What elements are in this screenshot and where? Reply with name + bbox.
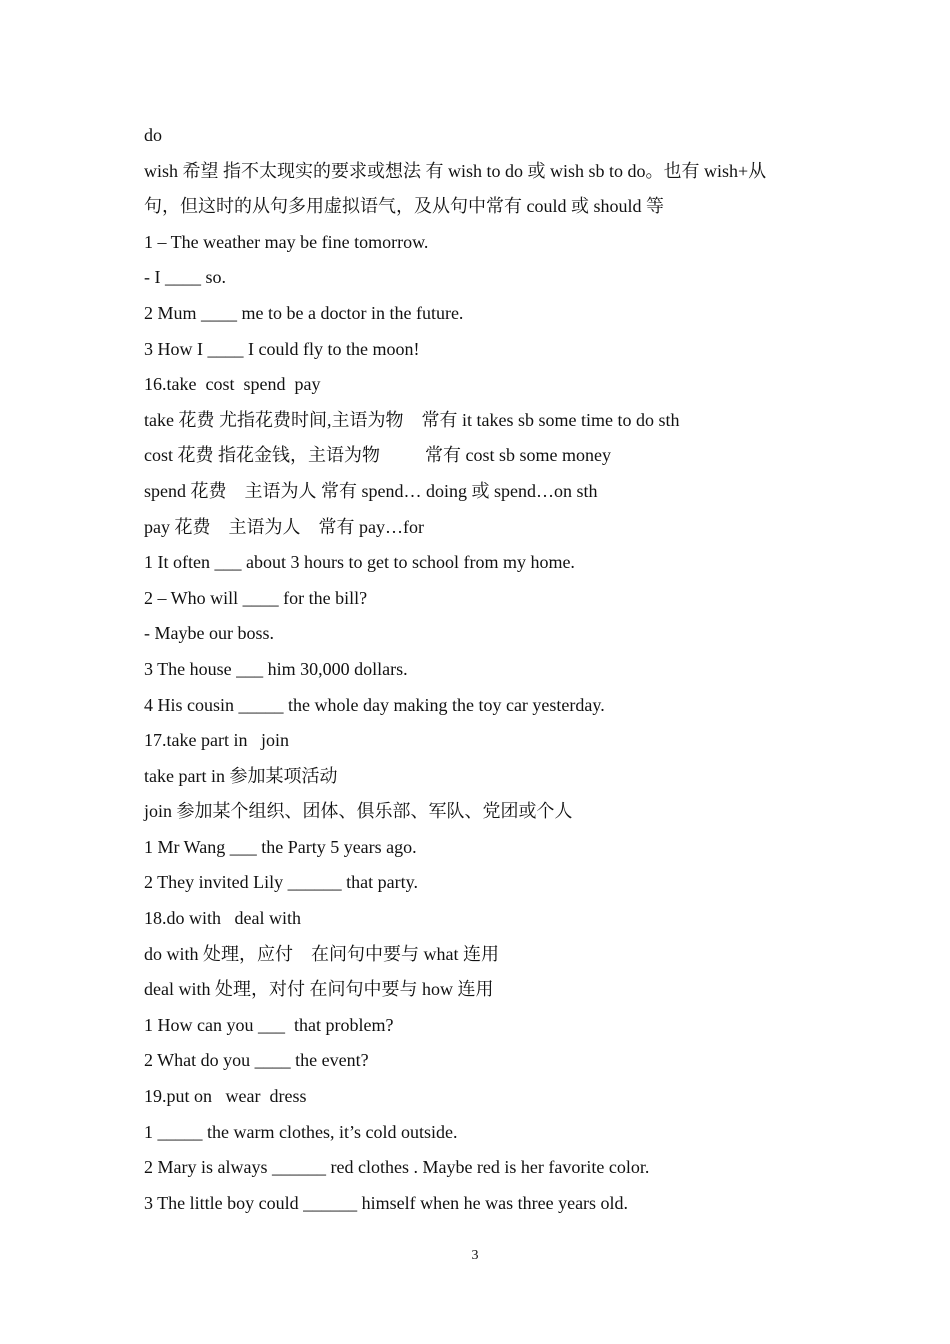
text-line: do with 处理，应付 在问句中要与 what 连用 (144, 943, 499, 964)
text-line: 3 How I ____ I could fly to the moon! (144, 338, 420, 359)
text-line: do (144, 125, 162, 145)
section-heading: 18.do with deal with (144, 908, 301, 929)
text-line: 4 His cousin _____ the whole day making the toy car yesterday. (144, 694, 605, 715)
text-line: - I ____ so. (144, 267, 226, 288)
text-line: spend 花费 主语为人 常有 spend… doing 或 spend…on sth (144, 480, 598, 501)
text-line: 3 The house ___ him 30,000 dollars. (144, 658, 408, 679)
text-line: 1 Mr Wang ___ the Party 5 years ago. (144, 836, 417, 857)
text-line: 2 Mum ____ me to be a doctor in the future. (144, 302, 464, 323)
text-line: deal with 处理，对付 在问句中要与 how 连用 (144, 979, 494, 1000)
text-line: 1 _____ the warm clothes, it’s cold outside. (144, 1121, 458, 1142)
page-body (144, 118, 834, 1221)
text-line: join 参加某个组织、团体、俱乐部、军队、党团或个人 (144, 801, 573, 822)
text-line: 2 Mary is always ______ red clothes . Maybe red is her favorite color. (144, 1157, 650, 1178)
text-line: 2 – Who will ____ for the bill? (144, 587, 368, 608)
text-line: cost 花费 指花金钱，主语为物 常有 cost sb some money (144, 445, 611, 466)
text-line: pay 花费 主语为人 常有 pay…for (144, 516, 424, 537)
text-line: 2 What do you ____ the event? (144, 1050, 369, 1071)
section-heading: 19.put on wear dress (144, 1086, 307, 1107)
text-line: - Maybe our boss. (144, 623, 274, 644)
section-heading: 17.take part in join (144, 730, 289, 751)
text-line: 3 The little boy could ______ himself when he was three years old. (144, 1192, 629, 1213)
text-line: 1 How can you ___ that problem? (144, 1014, 394, 1035)
text-line: 句，但这时的从句多用虚拟语气，及从句中常有 could 或 should 等 (144, 196, 664, 217)
section-heading: 16.take cost spend pay (144, 374, 321, 395)
text-line: 1 – The weather may be fine tomorrow. (144, 231, 429, 252)
text-line: wish 希望 指不太现实的要求或想法 有 wish to do 或 wish sb to do。也有 wish+从 (144, 160, 767, 181)
text-line: 1 It often ___ about 3 hours to get to school from my home. (144, 552, 575, 573)
text-line: take part in 参加某项活动 (144, 765, 338, 786)
page-number: 3 (471, 1248, 479, 1263)
text-line: take 花费 尤指花费时间,主语为物 常有 it takes sb some time to do sth (144, 409, 680, 430)
text-line: 2 They invited Lily ______ that party. (144, 872, 418, 893)
